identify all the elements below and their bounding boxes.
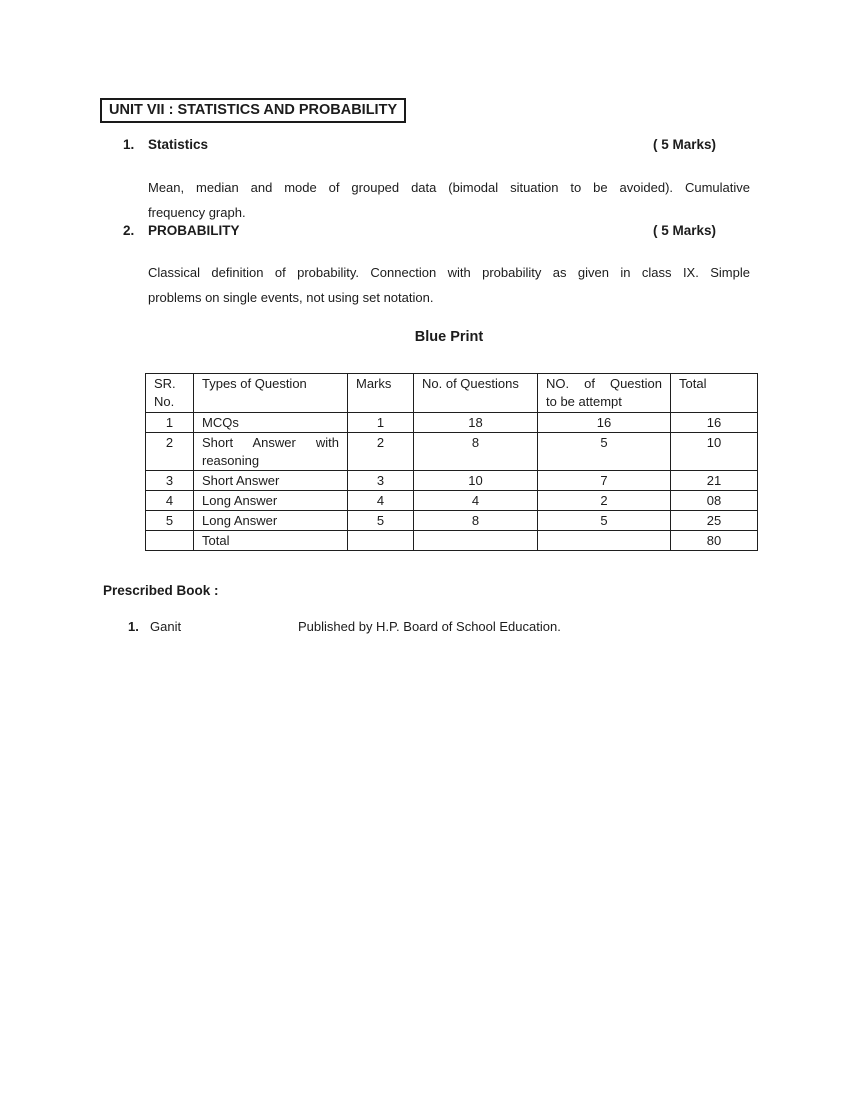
cell-type-multiline: Short Answer with reasoning [194,433,348,471]
paragraph-line: Classical definition of probability. Connection with probability as given in class IX. Simple [148,265,750,280]
unit-title-box [100,98,406,123]
table-row: 2 Short Answer with reasoning 2 8 5 10 [146,433,758,471]
paragraph-line: Mean, median and mode of grouped data (bimodal situation to be avoided). Cumulative [148,180,750,195]
table-row: 4 Long Answer 4 4 2 08 [146,491,758,511]
statistics-paragraph [148,176,750,225]
section-heading-statistics [123,137,716,153]
header-marks: Marks [348,374,414,413]
header-total: Total [671,374,758,413]
blueprint-title: Blue Print [414,329,484,345]
header-no-of-questions: No. of Questions [414,374,538,413]
section-number: 2. [123,223,135,238]
paragraph-line: frequency graph. [148,204,246,220]
header-sr-no: SR. No. [146,374,194,413]
section-heading-left [123,223,240,239]
table-header-row [146,374,758,413]
section-number: 1. [123,137,135,152]
section-marks: ( 5 Marks) [652,137,716,152]
prescribed-book-heading: Prescribed Book : [103,583,219,598]
section-heading-left [123,137,208,153]
section-marks: ( 5 Marks) [652,223,716,238]
section-title: Statistics [148,137,209,152]
table-row: 1 MCQs 1 18 16 16 [146,413,758,433]
book-item-number: 1. [128,619,139,634]
paragraph-line: problems on single events, not using set notation. [148,289,434,305]
probability-paragraph [148,261,750,310]
header-types: Types of Question [194,374,348,413]
table-total-row: Total 80 [146,531,758,551]
table-row: 3 Short Answer 3 10 7 21 [146,471,758,491]
header-attempt: NO. of Question to be attempt [538,374,671,413]
book-title: Ganit [150,619,182,634]
section-title: PROBABILITY [148,223,240,238]
book-publisher: Published by H.P. Board of School Education. [298,619,561,634]
section-heading-probability [123,223,716,239]
unit-title: UNIT VII : STATISTICS AND PROBABILITY [109,102,398,118]
table-row: 5 Long Answer 5 8 5 25 [146,511,758,531]
blueprint-table [145,373,758,551]
